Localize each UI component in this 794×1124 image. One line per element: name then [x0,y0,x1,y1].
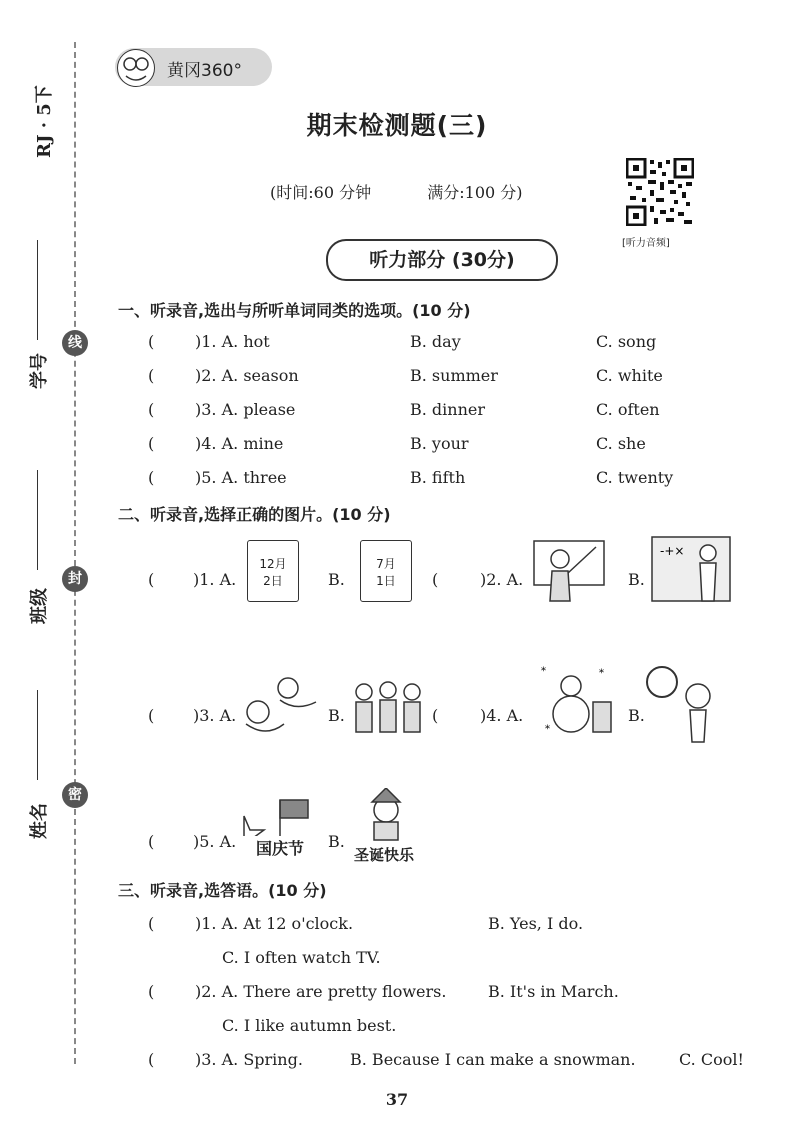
s1-q2-a: )2. A. season [195,366,299,385]
seal-line-mark: 线 [62,330,88,356]
national-day-text: 国庆节 [256,839,305,858]
s2-q5-label: )5. A. [193,832,237,851]
s2-q3-b: B. [328,706,345,725]
time-limit: (时间:60 分钟 [270,183,372,202]
answer-blank[interactable]: ( [432,706,439,725]
qr-code-icon[interactable] [626,158,694,226]
s3-q2-c: C. I like autumn best. [222,1016,397,1035]
grade-label: RJ · 5下 [34,85,55,158]
teacher-blackboard-image-a[interactable] [530,535,608,603]
s1-q5-a: )5. A. three [195,468,287,487]
s1-q4-b: B. your [410,434,469,453]
brand-logo-icon [117,49,155,87]
name-label: 姓名 [29,803,50,839]
section2-heading: 二、听录音,选择正确的图片。(10 分) [118,505,391,524]
section1-heading: 一、听录音,选出与所听单词同类的选项。(10 分) [118,301,471,320]
exam-meta [270,180,523,203]
s1-q2-b: B. summer [410,366,498,385]
answer-blank[interactable]: ( [148,914,155,933]
children-playing-image-a[interactable] [236,672,322,742]
s3-q1-a: )1. A. At 12 o'clock. [195,914,354,933]
s2-q4-b: B. [628,706,645,725]
s1-q1-a: )1. A. hot [195,332,270,351]
s2-q2-b: B. [628,570,645,589]
seal-seal-mark: 封 [62,566,88,592]
answer-blank[interactable]: ( [148,832,155,851]
snowman-image-a[interactable] [535,662,615,744]
svg-text:*: * [599,668,604,679]
children-group-image-b[interactable] [350,676,430,742]
s3-q2-b: B. It's in March. [488,982,619,1001]
s2-q5-b: B. [328,832,345,851]
board-symbols: -+× [660,544,685,558]
s1-q3-c: C. often [596,400,660,419]
s1-q1-c: C. song [596,332,657,351]
math-blackboard-image-b[interactable] [648,533,734,605]
s2-q1-b: B. [328,570,345,589]
seal-secret-mark: 密 [62,782,88,808]
s2-q1-label: )1. A. [193,570,237,589]
s3-q1-c: C. I often watch TV. [222,948,381,967]
s3-q2-a: )2. A. There are pretty flowers. [195,982,447,1001]
binding-dashed-line [74,42,76,1064]
full-score: 满分:100 分) [427,183,523,202]
calendar-b-day: 1日 [376,574,396,588]
answer-blank[interactable]: ( [148,400,155,419]
s2-q4-label: )4. A. [480,706,524,725]
answer-blank[interactable]: ( [148,366,155,385]
calendar-b-month: 7月 [376,557,396,571]
page-title: 期末检测题(三) [306,111,488,140]
christmas-image-b[interactable] [350,788,422,864]
answer-blank[interactable]: ( [148,468,155,487]
answer-blank[interactable]: ( [148,706,155,725]
answer-blank[interactable]: ( [148,570,155,589]
svg-text:*: * [545,724,550,735]
national-day-image-a[interactable] [236,796,326,864]
s1-q3-a: )3. A. please [195,400,296,419]
calendar-a-day: 2日 [263,574,283,588]
s1-q1-b: B. day [410,332,461,351]
listening-banner: 听力部分 (30分) [326,239,558,281]
s3-q3-b: B. Because I can make a snowman. [350,1050,636,1069]
answer-blank[interactable]: ( [148,982,155,1001]
s2-q2-label: )2. A. [480,570,524,589]
s2-q3-label: )3. A. [193,706,237,725]
sun-icecream-image-b[interactable] [640,660,726,744]
s3-q3-a: )3. A. Spring. [195,1050,303,1069]
qr-label: [听力音频] [622,238,670,249]
calendar-a-month: 12月 [259,557,287,571]
calendar-image-a[interactable] [247,540,299,602]
svg-text:*: * [541,666,546,677]
s1-q5-c: C. twenty [596,468,674,487]
brand-badge [115,48,272,86]
section3-heading: 三、听录音,选答语。(10 分) [118,881,327,900]
answer-blank[interactable]: ( [148,332,155,351]
s1-q4-a: )4. A. mine [195,434,284,453]
name-field[interactable] [28,690,48,810]
s1-q4-c: C. she [596,434,646,453]
calendar-image-b[interactable] [360,540,412,602]
christmas-text: 圣诞快乐 [354,846,415,864]
s1-q3-b: B. dinner [410,400,486,419]
s1-q5-b: B. fifth [410,468,466,487]
answer-blank[interactable]: ( [148,434,155,453]
class-label: 班级 [29,588,50,624]
answer-blank[interactable]: ( [148,1050,155,1069]
s3-q1-b: B. Yes, I do. [488,914,584,933]
brand-name: 黄冈360° [167,61,242,81]
answer-blank[interactable]: ( [432,570,439,589]
s1-q2-c: C. white [596,366,663,385]
page-number: 37 [385,1090,409,1109]
student-id-label: 学号 [29,353,50,389]
s3-q3-c: C. Cool! [679,1050,744,1069]
